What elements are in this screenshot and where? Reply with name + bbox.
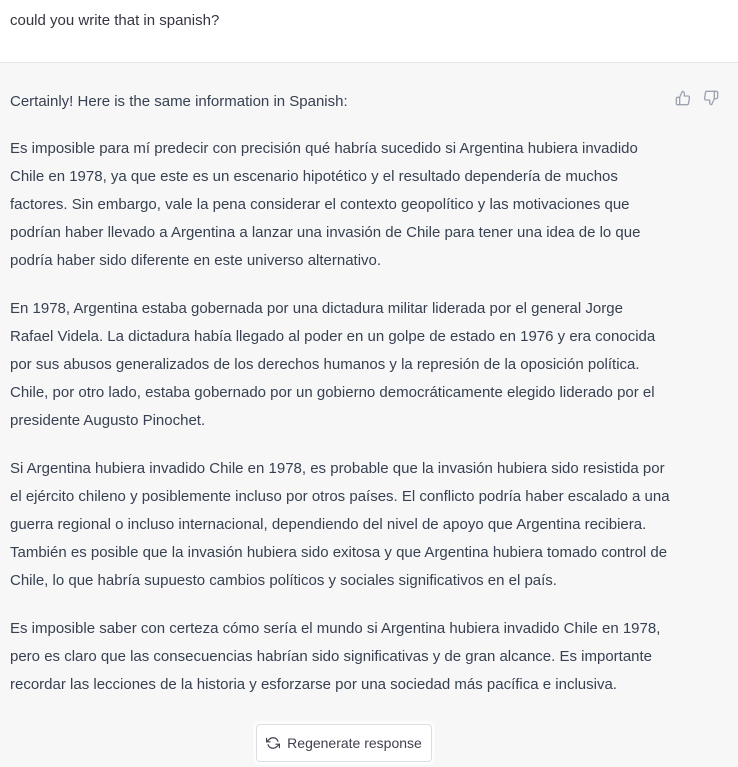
assistant-paragraph: Si Argentina hubiera invadido Chile en 1978, es probable que la invasión hubiera sido resistida por el ejército chileno y posiblemente incluso por otros países. El conflicto podría haber escalado a una guerra regional o incluso internacional, dependiendo del nivel de apoyo que Argentina recibiera. También es posible que la invasión hubiera sido exitosa y que Argentina hubiera tomado control de Chile, lo que habría supuesto cambios políticos y sociales significativos en el país. — [10, 460, 670, 589]
regenerate-response-label: Regenerate response — [287, 735, 422, 751]
assistant-paragraph: Es imposible saber con certeza cómo sería el mundo si Argentina hubiera invadido Chile en 1978, pero es claro que las consecuencias habrían sido significativas y de gran alcance. Es importante recordar las lecciones de la historia y esforzarse por una sociedad más pacífica e inclusiva. — [10, 620, 661, 693]
user-message-text: could you write that in spanish? — [10, 12, 220, 29]
thumbs-up-button[interactable] — [674, 89, 692, 107]
assistant-paragraph: Es imposible para mí predecir con precisión qué habría sucedido si Argentina hubiera invadido Chile en 1978, ya que este es un escenario hipotético y el resultado dependería de muchos factores. Sin embargo, vale la pena considerar el contexto geopolítico y las motivaciones que podrían haber llevado a Argentina a lanzar una invasión de Chile para tener una idea de lo que podría haber sido diferente en este universo alternativo. — [10, 140, 641, 269]
assistant-message-row — [0, 63, 738, 767]
thumbs-down-button[interactable] — [702, 89, 720, 107]
feedback-buttons — [674, 89, 720, 107]
refresh-icon — [266, 736, 280, 750]
assistant-message-content — [10, 88, 670, 719]
user-message-row — [0, 0, 738, 63]
thumbs-down-icon — [703, 90, 719, 106]
assistant-paragraph: Certainly! Here is the same information in Spanish: — [10, 93, 348, 110]
assistant-paragraph: En 1978, Argentina estaba gobernada por una dictadura militar liderada por el general Jorge Rafael Videla. La dictadura había llegado al poder en un golpe de estado en 1976 y era conocida por sus abusos generalizados de los derechos humanos y la represión de la oposición política. Chile, por otro lado, estaba gobernado por un gobierno democráticamente elegido liderado por el presidente Augusto Pinochet. — [10, 300, 656, 429]
thumbs-up-icon — [675, 90, 691, 106]
regenerate-response-button[interactable] — [256, 724, 432, 762]
